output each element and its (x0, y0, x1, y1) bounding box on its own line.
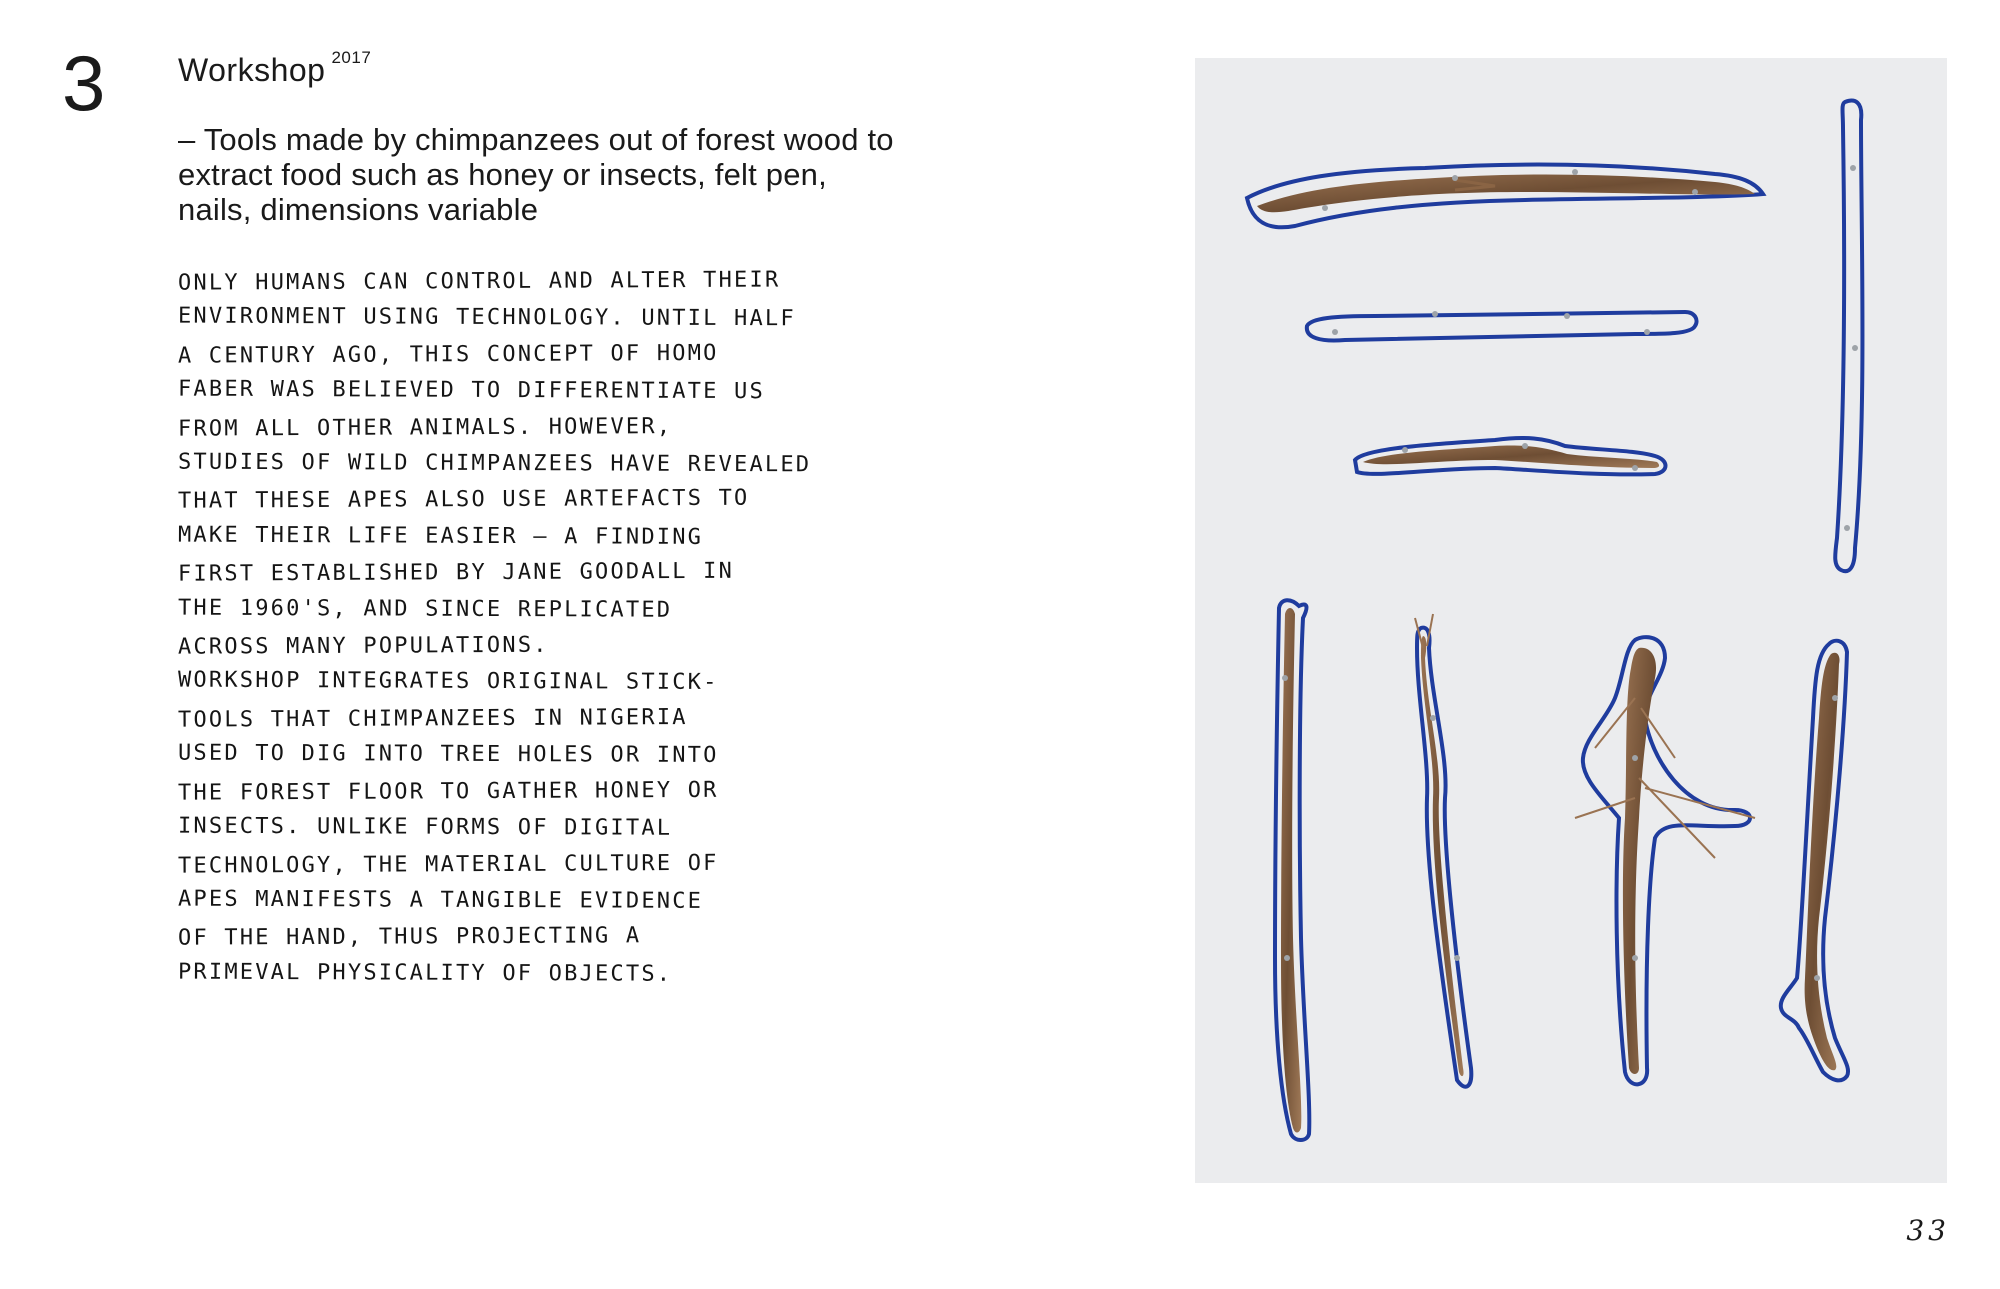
artwork-photo (1195, 58, 1947, 1183)
section-number: 3 (62, 39, 106, 127)
nails (1282, 165, 1858, 981)
handwritten-line: FROM ALL OTHER ANIMALS. HOWEVER, (177, 413, 673, 442)
handwritten-line: TECHNOLOGY, THE MATERIAL CULTURE OF (177, 850, 719, 879)
handwritten-line: THE FOREST FLOOR TO GATHER HONEY OR (177, 777, 719, 806)
work-year: 2017 (331, 48, 372, 68)
stick-5 (1275, 600, 1309, 1140)
handwritten-line: ONLY HUMANS CAN CONTROL AND ALTER THEIR (177, 267, 781, 296)
work-title-text: Workshop (178, 52, 326, 88)
handwritten-line: FABER WAS BELIEVED TO DIFFERENTIATE US (177, 376, 765, 405)
handwritten-line: ENVIRONMENT USING TECHNOLOGY. UNTIL HALF (177, 304, 796, 332)
handwritten-line: STUDIES OF WILD CHIMPANZEES HAVE REVEALED (177, 449, 812, 478)
handwritten-line: THAT THESE APES ALSO USE ARTEFACTS TO (177, 486, 750, 515)
handwritten-line: MAKE THEIR LIFE EASIER — A FINDING (177, 522, 704, 550)
stick-4 (1835, 101, 1862, 572)
handwritten-text (178, 264, 818, 992)
handwritten-line: ACROSS MANY POPULATIONS. (177, 632, 549, 660)
stick-tools-illustration (1195, 58, 1947, 1183)
handwritten-line: INSECTS. UNLIKE FORMS OF DIGITAL (177, 813, 673, 841)
handwritten-line: FIRST ESTABLISHED BY JANE GOODALL IN (177, 559, 735, 587)
handwritten-line: THE 1960'S, AND SINCE REPLICATED (177, 595, 673, 623)
stick-7 (1575, 637, 1755, 1084)
handwritten-line: A CENTURY AGO, THIS CONCEPT OF HOMO (177, 340, 719, 369)
handwritten-line: USED TO DIG INTO TREE HOLES OR INTO (177, 740, 719, 769)
handwritten-line: OF THE HAND, THUS PROJECTING A (177, 923, 642, 951)
stick-6 (1415, 614, 1471, 1087)
work-title (178, 48, 372, 89)
handwritten-line: TOOLS THAT CHIMPANZEES IN NIGERIA (177, 704, 688, 733)
page-number: 33 (1906, 1214, 1950, 1247)
handwritten-line: APES MANIFESTS A TANGIBLE EVIDENCE (177, 886, 704, 914)
stick-8 (1781, 641, 1848, 1081)
handwritten-line: PRIMEVAL PHYSICALITY OF OBJECTS. (177, 959, 673, 987)
stick-2 (1307, 312, 1697, 340)
stick-3 (1355, 438, 1666, 474)
stick-1 (1247, 165, 1763, 228)
handwritten-line: WORKSHOP INTEGRATES ORIGINAL STICK- (177, 668, 719, 696)
work-description: – Tools made by chimpanzees out of forest wood to extract food such as honey or insects, felt pen, nails, dimensions variable (178, 122, 894, 227)
